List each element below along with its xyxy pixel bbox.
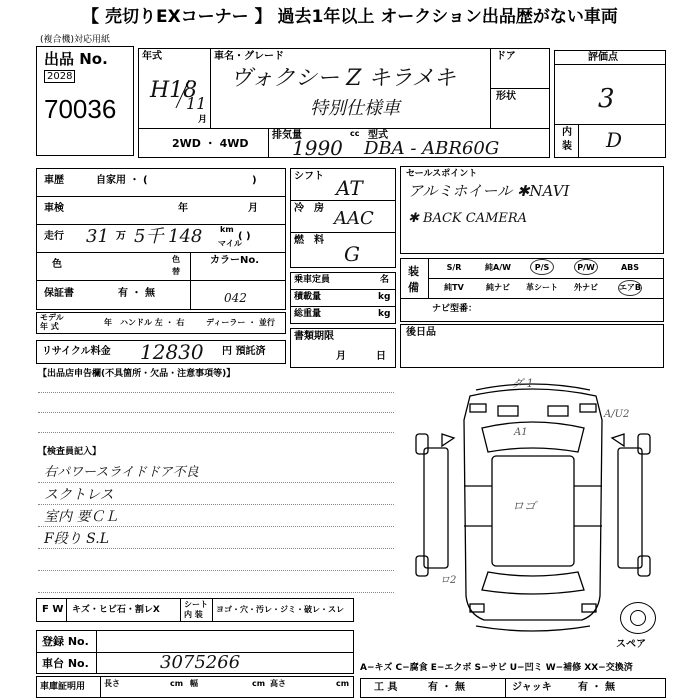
jack-value: 有 ・ 無 — [578, 682, 615, 693]
history-close: ) — [252, 175, 257, 186]
inspector-line-2: スクトレス — [44, 487, 114, 503]
equip-ext-navi: 外ナビ — [574, 283, 598, 292]
model-name: ヴォクシー Z キラメキ — [230, 66, 456, 91]
score-label: 評価点 — [588, 52, 618, 63]
width-label: 幅 — [190, 679, 198, 688]
year-label: 年式 — [142, 51, 162, 62]
tools-value: 有 ・ 無 — [428, 682, 465, 693]
fuel-value: G — [344, 242, 360, 266]
shift-label: シフト — [294, 171, 324, 182]
damage-legend: A−キズ C−腐食 E−エクボ S−サビ U−凹ミ W−補修 XX−交換済 — [360, 663, 633, 673]
riders-unit: 名 — [380, 275, 390, 285]
docs-label: 書類期限 — [294, 331, 334, 342]
load-label: 積載量 — [294, 292, 322, 302]
sales-point-label: セールスポイント — [406, 169, 478, 179]
ac-value: AAC — [334, 208, 374, 229]
fw-items: キズ・ヒビ石・割レX — [72, 605, 160, 615]
warranty-label: 保証書 — [44, 288, 74, 299]
interior-label-1: 内 — [562, 127, 572, 138]
seat-items: ヨゴ・穴・汚レ・ジミ・破レ・スレ — [216, 605, 344, 614]
mileage-value-2: 5千 — [134, 226, 164, 247]
chassis-label: 車台 No. — [42, 657, 89, 670]
history-value: 自家用 ・ ( — [96, 175, 148, 186]
lot-number: 70036 — [44, 94, 117, 124]
inspection-label: 車検 — [44, 203, 64, 214]
inspector-line-1: 右パワースライドドア不良 — [44, 465, 199, 480]
tools-label: 工 具 — [374, 682, 398, 693]
model-special: 特別仕様車 — [310, 98, 400, 119]
equip-navi: 純ナビ — [486, 283, 510, 292]
equipment-label-1: 装 — [408, 265, 419, 278]
circle-airbag — [618, 280, 642, 296]
model-year-label-2: 年 式 — [40, 322, 59, 331]
chassis-value: 3075266 — [160, 652, 241, 673]
model-year-label-1: モデル — [40, 313, 64, 322]
mark-front-right: A/U2 — [604, 409, 630, 420]
seat-label-2: 内 装 — [184, 610, 203, 619]
warranty-value: 有 ・ 無 — [118, 288, 155, 299]
color-no-label: カラーNo. — [210, 255, 260, 266]
interior-label-2: 装 — [562, 141, 572, 152]
docs-day: 日 — [376, 351, 386, 362]
docs-month: 月 — [336, 351, 346, 362]
equipment-label-2: 備 — [408, 281, 419, 294]
lot-session: 2028 — [44, 70, 75, 83]
repaint-label-1: 色 — [172, 255, 180, 264]
recycle-unit: 円 預託済 — [222, 346, 266, 357]
mark-hood: A1 — [514, 427, 528, 438]
seat-label-1: シート — [184, 600, 208, 609]
equip-ps: P/S — [534, 263, 550, 272]
inspection-month: 月 — [248, 203, 258, 214]
mark-rear: ロ2 — [440, 575, 457, 586]
sales-point-line-2: ✱ BACK CAMERA — [408, 211, 528, 226]
repaint-label-2: 替 — [172, 267, 180, 276]
type-value: DBA - ABR60G — [364, 138, 500, 159]
inspection-year: 年 — [178, 203, 188, 214]
inspector-label: 【検査員記入】 — [38, 447, 102, 457]
equip-abs: ABS — [620, 263, 640, 272]
type-label: 型式 — [368, 130, 388, 141]
equip-sr: S/R — [446, 263, 462, 272]
shape-label: 形状 — [496, 91, 516, 102]
circle-pw — [574, 259, 598, 275]
color-no-value: 042 — [224, 291, 247, 305]
ac-label-1: 冷 — [294, 203, 304, 214]
equip-aw: 純A/W — [485, 263, 511, 272]
length-label: 長さ — [104, 679, 120, 688]
width-unit: cm — [252, 679, 266, 688]
fw-label: F W — [42, 604, 64, 615]
displacement-value: 1990 — [292, 136, 343, 160]
model-label: 車名・グレード — [214, 51, 284, 62]
handle-option: ハンドル 左 ・ 右 — [120, 318, 185, 327]
interior-value: D — [606, 128, 623, 152]
ac-label-2: 房 — [314, 203, 324, 214]
mark-center: ロゴ — [512, 499, 537, 513]
height-label: 高さ — [270, 679, 286, 688]
inspector-line-3: 室内 要ＣＬ — [44, 509, 119, 525]
fuel-label-1: 燃 — [294, 235, 304, 246]
mark-roof: ダ 1 — [512, 377, 534, 390]
jack-label: ジャッキ — [512, 682, 552, 693]
mileage-man: 万 — [116, 231, 126, 242]
mileage-paren: ( ) — [238, 231, 251, 242]
mileage-label: 走行 — [44, 231, 64, 242]
score-value: 3 — [598, 84, 615, 114]
equip-airbag: エアB — [618, 283, 642, 292]
year-month-label: 月 — [198, 115, 208, 125]
mileage-unit-mile: マイル — [218, 239, 242, 248]
total-weight-label: 総重量 — [294, 309, 322, 319]
fuel-label-2: 料 — [314, 235, 324, 246]
load-unit: kg — [378, 292, 391, 302]
navi-model-label: ナビ型番： — [432, 304, 478, 314]
equip-tv: 純TV — [444, 283, 464, 292]
riders-label: 乗車定員 — [294, 275, 331, 285]
registration-label: 登録 No. — [42, 635, 89, 648]
sales-point-box — [400, 166, 664, 254]
inspector-line-4: F段り S.L — [44, 531, 110, 547]
shift-value: AT — [336, 176, 363, 200]
post-items-box — [400, 324, 664, 368]
spare-label: スペア — [616, 639, 646, 650]
lot-label: 出品 No. — [44, 50, 108, 68]
year-era: H18 — [150, 78, 198, 103]
door-label: ドア — [496, 51, 516, 62]
drive-label: 2WD ・ 4WD — [172, 137, 249, 150]
recycle-label: リサイクル料金 — [42, 346, 111, 357]
model-year-year: 年 — [104, 318, 112, 327]
top-note: (複合機)対応用紙 — [40, 35, 111, 45]
equip-leather: 革シート — [526, 283, 558, 292]
banner: 【 売切りEXコーナー 】 過去1年以上 オークション出品歴がない車両 — [82, 7, 618, 27]
history-label: 車歴 — [44, 175, 64, 186]
length-unit: cm — [170, 679, 184, 688]
certificate-label: 車庫証明用 — [40, 682, 86, 692]
recycle-value: 12830 — [140, 340, 204, 364]
displacement-label: 排気量 — [272, 130, 302, 141]
mileage-unit-km: km — [220, 225, 234, 234]
mileage-value-1: 31 — [86, 226, 109, 247]
year-month-value: 11 — [186, 94, 207, 113]
seller-notes-label: 【出品店申告欄(不具箇所・欠品・注意事項等)】 — [38, 369, 236, 379]
post-items-label: 後日品 — [406, 327, 436, 338]
equip-pw: P/W — [577, 263, 595, 272]
height-unit: cm — [336, 679, 350, 688]
total-weight-unit: kg — [378, 309, 391, 319]
dealer-option: ディーラー ・ 並行 — [206, 318, 275, 327]
sales-point-line-1: アルミホイール ✱NAVI — [408, 182, 570, 200]
circle-ps — [530, 259, 554, 275]
color-label: 色 — [52, 259, 62, 270]
mileage-value-3: 148 — [168, 226, 203, 247]
displacement-unit: cc — [350, 129, 360, 138]
